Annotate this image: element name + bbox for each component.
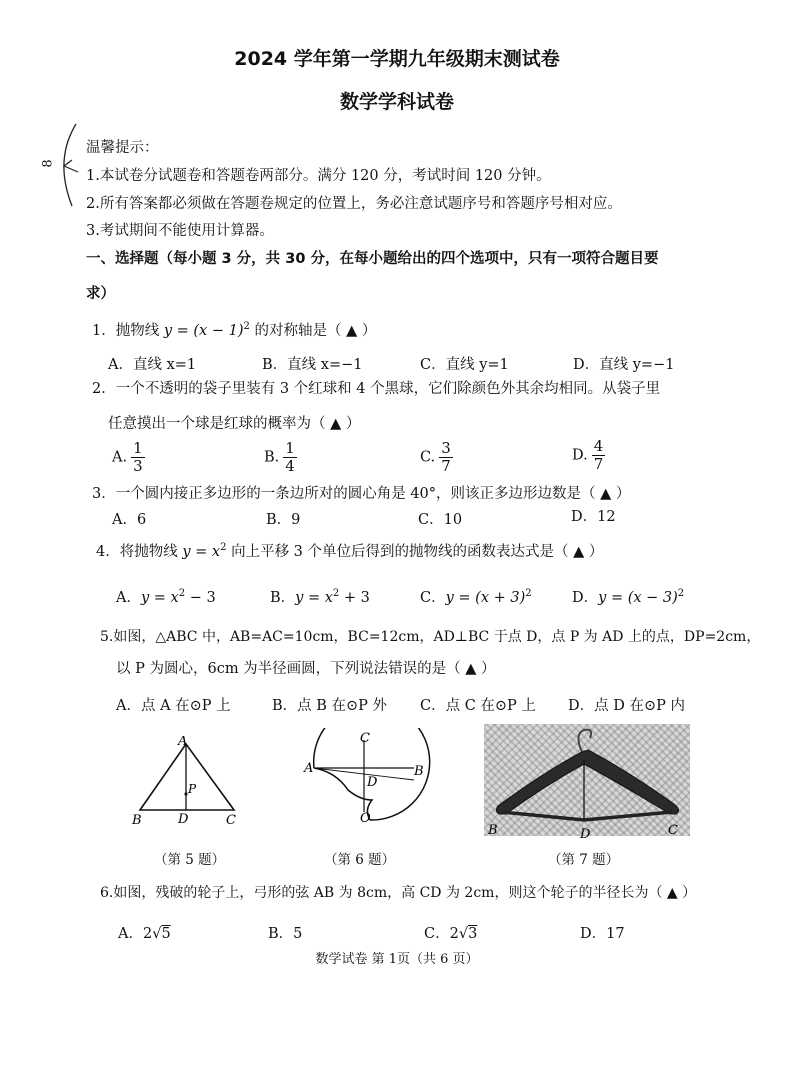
q2-option-a: A. $\frac{1}{3}$ <box>112 439 143 475</box>
exam-title: 2024 学年第一学期九年级期末测试卷 <box>234 48 560 70</box>
svg-text:O: O <box>360 811 371 826</box>
q6-option-a: A．2√5 <box>118 926 171 942</box>
figure-7-caption: （第 7 题） <box>548 852 620 868</box>
svg-text:B: B <box>132 813 142 828</box>
figure-6-broken-wheel <box>296 728 440 832</box>
q3-option-c: C．10 <box>418 512 463 528</box>
q5-option-b: B．点 B 在⊙P 外 <box>272 698 388 714</box>
svg-text:D: D <box>580 827 591 842</box>
question-4-stem: 4．将抛物线 $y = x^2$ 向上平移 3 个单位后得到的抛物线的函数表达式是（ ▲ ） <box>96 542 604 560</box>
q6-option-b: B．5 <box>268 926 303 942</box>
q1-option-a: A．直线 x=1 <box>108 357 197 373</box>
q6-option-c: C．2√3 <box>424 926 478 942</box>
question-2-stem-cont: 任意摸出一个球是红球的概率为（ ▲ ） <box>108 416 361 432</box>
q1-option-c: C．直线 y=1 <box>420 357 509 373</box>
figure-6-caption: （第 6 题） <box>324 852 396 868</box>
q5-option-d: D．点 D 在⊙P 内 <box>568 698 685 714</box>
svg-text:C: C <box>668 823 678 838</box>
tips-heading: 温馨提示： <box>86 140 159 156</box>
q1-option-d: D．直线 y=−1 <box>573 357 675 373</box>
q2-option-b: B. $\frac{1}{4}$ <box>264 439 295 475</box>
section-heading: 一、选择题（每小题 3 分，共 30 分，在每小题给出的四个选项中，只有一项符合题目要 <box>86 251 659 267</box>
svg-text:D: D <box>178 812 189 827</box>
q3-option-b: B．9 <box>266 512 301 528</box>
question-6-stem: 6.如图，残破的轮子上，弓形的弦 AB 为 8cm，高 CD 为 2cm，则这个轮子的半径长为（ ▲ ） <box>100 885 697 901</box>
q4-option-a: A．$y = x^2 - 3$ <box>116 588 216 606</box>
tip-3: 3.考试期间不能使用计算器。 <box>86 223 274 239</box>
section-heading-cont: 求） <box>86 286 115 302</box>
figure-5-caption: （第 5 题） <box>154 852 226 868</box>
tip-2: 2.所有答案都必须做在答题卷规定的位置上，务必注意试题序号和答题序号相对应。 <box>86 196 622 212</box>
subject-title: 数学学科试卷 <box>339 91 454 113</box>
q6-option-d: D．17 <box>580 926 625 942</box>
svg-text:D: D <box>367 775 378 790</box>
question-5-stem: 5.如图，△ABC 中，AB=AC=10cm，BC=12cm，AD⊥BC 于点 D，点 P 为 AD 上的点，DP=2cm， <box>100 629 761 645</box>
question-2-stem: 2．一个不透明的袋子里装有 3 个红球和 4 个黑球，它们除颜色外其余均相同。从袋子里 <box>92 381 661 397</box>
svg-text:B: B <box>414 764 424 779</box>
q4-option-d: D．$y = (x - 3)^2$ <box>572 588 685 606</box>
q2-option-c: C. $\frac{3}{7}$ <box>420 439 451 475</box>
question-5-stem-cont: 以 P 为圆心，6cm 为半径画圆，下列说法错误的是（ ▲ ） <box>116 661 496 677</box>
q3-option-a: A．6 <box>112 512 147 528</box>
svg-text:P: P <box>188 782 197 796</box>
q2-option-d: D. $\frac{4}{7}$ <box>572 437 604 473</box>
question-3-stem: 3．一个圆内接正多边形的一条边所对的圆心角是 40°，则该正多边形边数是（ ▲ ） <box>92 486 631 502</box>
q4-option-b: B．$y = x^2 + 3$ <box>270 588 370 606</box>
figure-5-triangle <box>126 736 246 832</box>
q4-option-c: C．$y = (x + 3)^2$ <box>420 588 532 606</box>
figure-7-hanger <box>484 724 690 842</box>
svg-text:C: C <box>226 813 236 828</box>
svg-text:C: C <box>360 731 370 746</box>
page-footer: 数学试卷 第 1页（共 6 页） <box>315 952 479 967</box>
svg-text:B: B <box>488 823 498 838</box>
question-1-stem: 1．抛物线 $y = (x - 1)^2$ 的对称轴是（ ▲ ） <box>92 321 377 339</box>
q3-option-d: D．12 <box>571 509 616 525</box>
tip-1: 1.本试卷分试题卷和答题卷两部分。满分 120 分，考试时间 120 分钟。 <box>86 168 551 184</box>
svg-text:A: A <box>178 736 188 749</box>
svg-text:A: A <box>304 761 314 776</box>
q5-option-a: A．点 A 在⊙P 上 <box>116 698 231 714</box>
q5-option-c: C．点 C 在⊙P 上 <box>420 698 536 714</box>
margin-note: 8 <box>40 159 56 168</box>
q1-option-b: B．直线 x=−1 <box>262 357 363 373</box>
